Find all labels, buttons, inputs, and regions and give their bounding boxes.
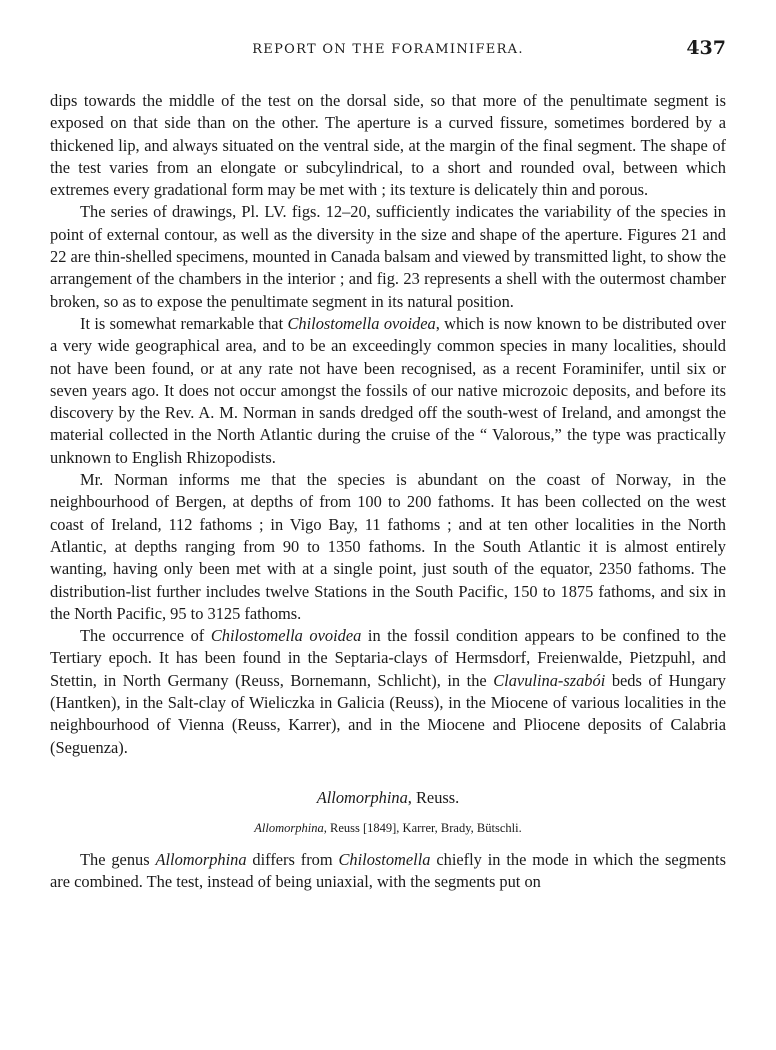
species-name: Chilostomella ovoidea xyxy=(210,626,362,646)
bed-name: Clavulina-szabói xyxy=(493,670,606,690)
paragraph-2: The series of drawings, Pl. LV. figs. 12–20, sufficiently indicates the variability of the species in point of external contour, as well as the diversity in the size and shape of the aperture. Figures 21 and 22 are thin-shelled specimens, mounted in Canada balsam and viewed by transmitted light, to show the arrangement of the chambers in the interior ; and fig. 23 represents a shell with the outermost chamber broken, so as to expose the penultimate segment in its natural position. xyxy=(50,202,726,311)
section-genus: Allomorphina xyxy=(316,787,408,807)
section-authority: , Reuss. xyxy=(407,787,460,807)
paragraph-1: dips towards the middle of the test on the dorsal side, so that more of the penultimate segment is exposed on that side than on the other. The aperture is a curved fissure, sometimes bordered by a thickened lip, and always situated on the ventral side, at the margin of the final segment. The shape of the test varies from an elongate or subcylindrical, to a short and rounded oval, between which extremes every gradational form may be met with ; its texture is delicately thin and porous. xyxy=(50,91,726,200)
synonymy-genus: Allomorphina xyxy=(254,820,324,835)
paragraph-4: Mr. Norman informs me that the species is abundant on the coast of Norway, in the neighbourhood of Bergen, at depths of from 100 to 200 fathoms. It has been collected on the west coast of Ireland, 112 fathoms ; in Vigo Bay, 11 fathoms ; and at ten other localities in the North Atlantic, at depths ranging from 90 to 1350 fathoms. In the South Atlantic it is almost entirely wanting, having only been met with at a single point, just south of the equator, 2350 fathoms. The distribution-list further includes twelve Stations in the South Pacific, 150 to 1875 fathoms, and six in the North Pacific, 95 to 3125 fathoms. xyxy=(50,470,726,623)
running-head: REPORT ON THE FORAMINIFERA. xyxy=(252,42,524,57)
species-name: Chilostomella ovoidea xyxy=(287,313,436,333)
paragraph-3 xyxy=(50,313,726,469)
section-heading xyxy=(50,787,726,809)
paragraph-5 xyxy=(50,625,726,759)
paragraph-5-text-c: beds of Hungary (Hantken), in the Salt-clay of Wieliczka in Galicia (Reuss), in the Miocene of various localities in the neighbourhood of Vienna (Reuss, Karrer), and in the Miocene and Pliocene deposits of Calabria (Seguenza). xyxy=(50,670,726,757)
paragraph-5-text-a: The occurrence of xyxy=(80,626,211,646)
genus-name: Chilostomella xyxy=(338,849,431,869)
synonymy-authors: , Reuss [1849], Karrer, Brady, Bütschli. xyxy=(323,820,522,835)
page-header xyxy=(50,37,726,68)
paragraph-5-text-b: in the fossil condition appears to be confined to the Tertiary epoch. It has been found in the Septaria-clays of Hermsdorf, Freienwalde, Pietzpuhl, and Stettin, in North Germany (Reuss, Bornemann, Schlicht), in the xyxy=(50,626,726,690)
paragraph-3-text-a: It is somewhat remarkable that xyxy=(80,313,288,333)
body-text xyxy=(50,90,726,894)
page-number: 437 xyxy=(686,37,726,59)
paragraph-6-text-b: differs from xyxy=(246,849,339,869)
paragraph-6-text-c: chiefly in the mode in which the segments are combined. The test, instead of being uniaxial, with the segments put on xyxy=(50,849,726,892)
paragraph-6 xyxy=(50,849,726,894)
synonymy-line xyxy=(50,819,726,837)
paragraph-3-text-b: , which is now known to be distributed over a very wide geographical area, and to be an exceedingly common species in many localities, should not have been found, or at any rate not have been recognised, as a recent Foraminifer, until six or seven years ago. It does not occur amongst the fossils of our native microzoic deposits, and before its discovery by the Rev. A. M. Norman in sands dredged off the south-west of Ireland, and amongst the material collected in the North Atlantic during the cruise of the “ Valorous,” the type was practically unknown to English Rhizopodists. xyxy=(50,313,726,467)
paragraph-6-text-a: The genus xyxy=(80,849,156,869)
genus-name: Allomorphina xyxy=(155,849,247,869)
